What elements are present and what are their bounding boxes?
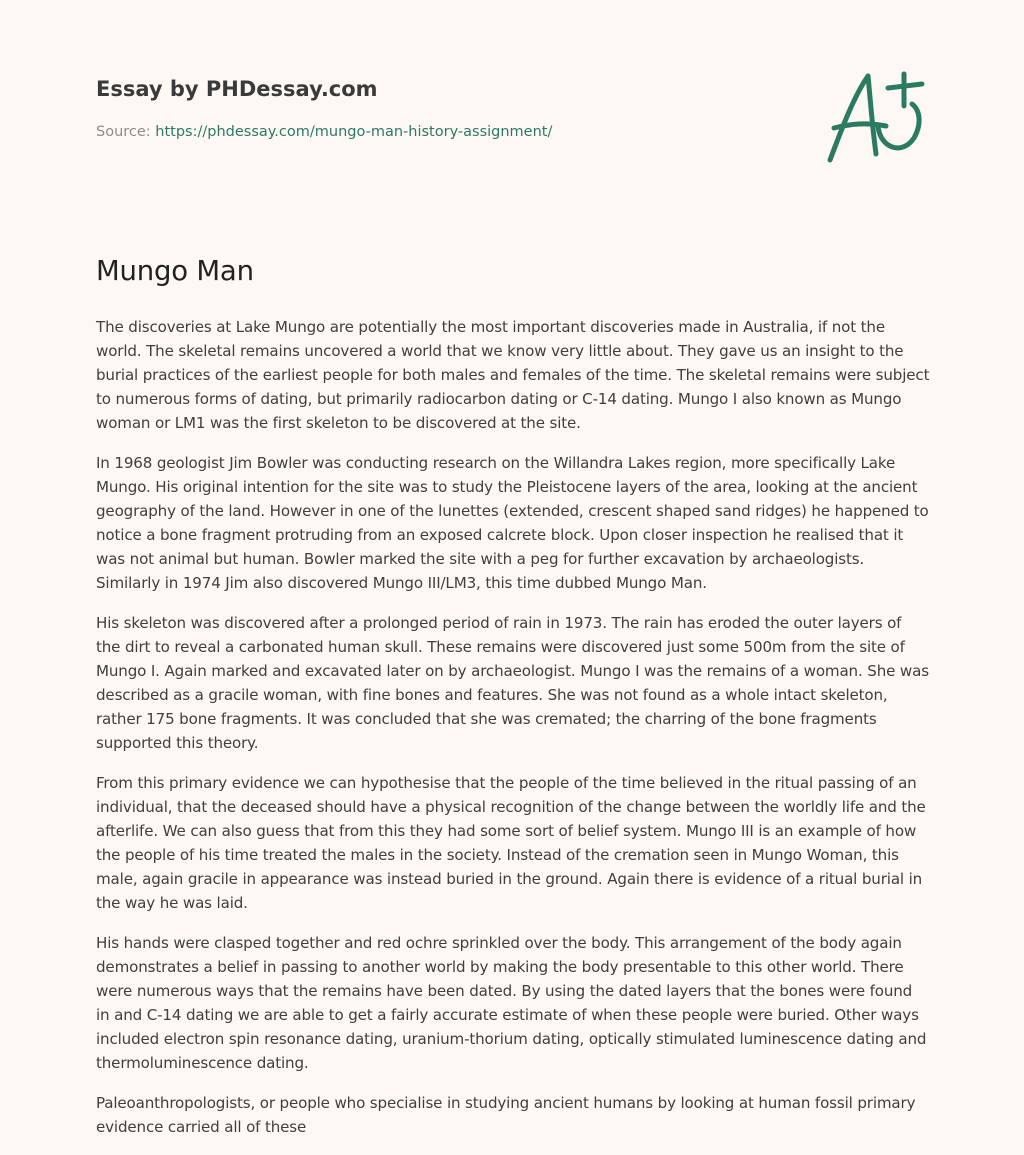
paragraph: In 1968 geologist Jim Bowler was conducting research on the Willandra Lakes region, more specifically Lake Mungo. His original intention for the site was to study the Pleistocene layers of the area, looking at the ancient geography of the land. However in one of the lunettes (extended, crescent shaped sand ridges) he happened to notice a bone fragment protruding from an exposed calcrete block. Upon closer inspection he realised that it was not animal but human. Bowler marked the site with a peg for further excavation by archaeologists. Similarly in 1974 Jim also discovered Mungo III/LM3, this time dubbed Mungo Man. [96,454,929,592]
page-title: Mungo Man [96,255,254,287]
paragraph: His skeleton was discovered after a prolonged period of rain in 1973. The rain has eroded the outer layers of the dirt to reveal a carbonated human skull. These remains were discovered just some 500m from the site of Mungo I. Again marked and excavated later on by archaeologist. Mungo I was the remains of a woman. She was described as a gracile woman, with fine bones and features. She was not found as a whole intact skeleton, rather 175 bone fragments. It was concluded that she was cremated; the charring of the bone fragments supported this theory. [96,614,929,752]
paragraph: From this primary evidence we can hypothesise that the people of the time believed in the ritual passing of an individual, that the deceased should have a physical recognition of the change between the worldly life and the afterlife. We can also guess that from this they had some sort of belief system. Mungo III is an example of how the people of his time treated the males in the society. Instead of the cremation seen in Mungo Woman, this male, again gracile in appearance was instead buried in the ground. Again there is evidence of a ritual burial in the way he was laid. [96,774,926,912]
source-label: Source: [96,124,156,140]
paragraph: His hands were clasped together and red ochre sprinkled over the body. This arrangement of the body again demonstrates a belief in passing to another world by making the body presentable to this other world. There were numerous ways that the remains have been dated. By using the dated layers that the bones were found in and C-14 dating we are able to get a fairly accurate estimate of when these people were buried. Other ways included electron spin resonance dating, uranium-thorium dating, optically stimulated luminescence dating and thermoluminescence dating. [96,934,927,1072]
site-brand: Essay by PHDessay.com [96,77,378,101]
header [96,74,928,140]
source-line [96,124,552,140]
source-link[interactable]: https://phdessay.com/mungo-man-history-assignment/ [155,124,553,140]
a-plus-logo-icon [820,66,930,166]
paragraph: Paleoanthropologists, or people who specialise in studying ancient humans by looking at human fossil primary evidence carried all of these [96,1094,916,1136]
article-body [96,315,930,1155]
paragraph: The discoveries at Lake Mungo are potentially the most important discoveries made in Australia, if not the world. The skeletal remains uncovered a world that we know very little about. They gave us an insight to the burial practices of the earliest people for both males and females of the time. The skeletal remains were subject to numerous forms of dating, but primarily radiocarbon dating or C-14 dating. Mungo I also known as Mungo woman or LM1 was the first skeleton to be discovered at the site. [96,318,930,432]
